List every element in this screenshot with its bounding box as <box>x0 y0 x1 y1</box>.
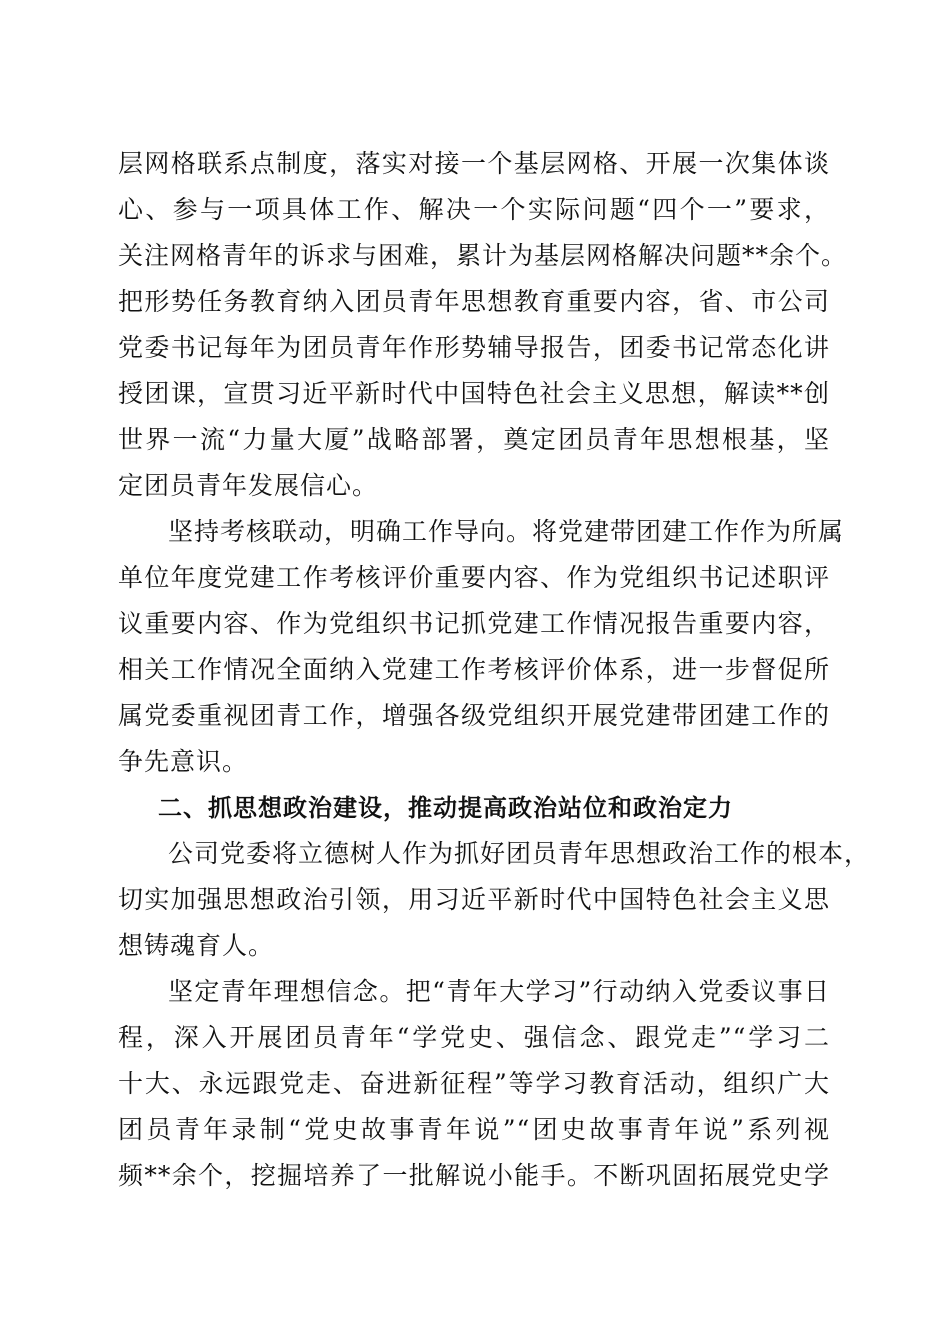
document-body <box>118 141 871 1199</box>
paragraph-line: 程，深入开展团员青年“学党史、强信念、跟党走”“学习二 <box>118 1023 830 1052</box>
paragraph-line: 十大、永远跟党走、奋进新征程”等学习教育活动，组织广大 <box>118 1069 830 1098</box>
paragraph-line: 关注网格青年的诉求与困难，累计为基层网格解决问题**余个。 <box>118 241 848 270</box>
paragraph-line: 想铸魂育人。 <box>118 931 275 960</box>
paragraph-line: 把形势任务教育纳入团员青年思想教育重要内容，省、市公司 <box>118 287 830 316</box>
paragraph-line: 争先意识。 <box>118 747 249 776</box>
paragraph-line: 团员青年录制“党史故事青年说”“团史故事青年说”系列视 <box>118 1115 830 1144</box>
paragraph-line: 频**余个，挖掘培养了一批解说小能手。不断巩固拓展党史学 <box>118 1161 830 1190</box>
paragraph-line: 议重要内容、作为党组织书记抓党建工作情况报告重要内容， <box>118 609 830 638</box>
paragraph-line: 切实加强思想政治引领，用习近平新时代中国特色社会主义思 <box>118 885 830 914</box>
paragraph-line: 层网格联系点制度，落实对接一个基层网格、开展一次集体谈 <box>118 149 830 178</box>
paragraph-line: 授团课，宣贯习近平新时代中国特色社会主义思想，解读**创 <box>118 379 830 408</box>
paragraph-line: 世界一流“力量大厦”战略部署，奠定团员青年思想根基，坚 <box>118 425 830 454</box>
paragraph-line: 单位年度党建工作考核评价重要内容、作为党组织书记述职评 <box>118 563 830 592</box>
paragraph-line: 相关工作情况全面纳入党建工作考核评价体系，进一步督促所 <box>118 655 830 684</box>
paragraph-line: 心、参与一项具体工作、解决一个实际问题“四个一”要求， <box>118 195 830 224</box>
paragraph-line: 属党委重视团青工作，增强各级党组织开展党建带团建工作的 <box>118 701 830 730</box>
paragraph-line: 党委书记每年为团员青年作形势辅导报告，团委书记常态化讲 <box>118 333 830 362</box>
paragraph-line: 公司党委将立德树人作为抓好团员青年思想政治工作的根本， <box>168 839 871 868</box>
paragraph-line: 坚持考核联动，明确工作导向。将党建带团建工作作为所属 <box>168 517 845 546</box>
paragraph-line: 定团员青年发展信心。 <box>118 471 379 500</box>
paragraph-line: 坚定青年理想信念。把“青年大学习”行动纳入党委议事日 <box>168 977 830 1006</box>
section-heading: 二、抓思想政治建设，推动提高政治站位和政治定力 <box>158 794 733 822</box>
